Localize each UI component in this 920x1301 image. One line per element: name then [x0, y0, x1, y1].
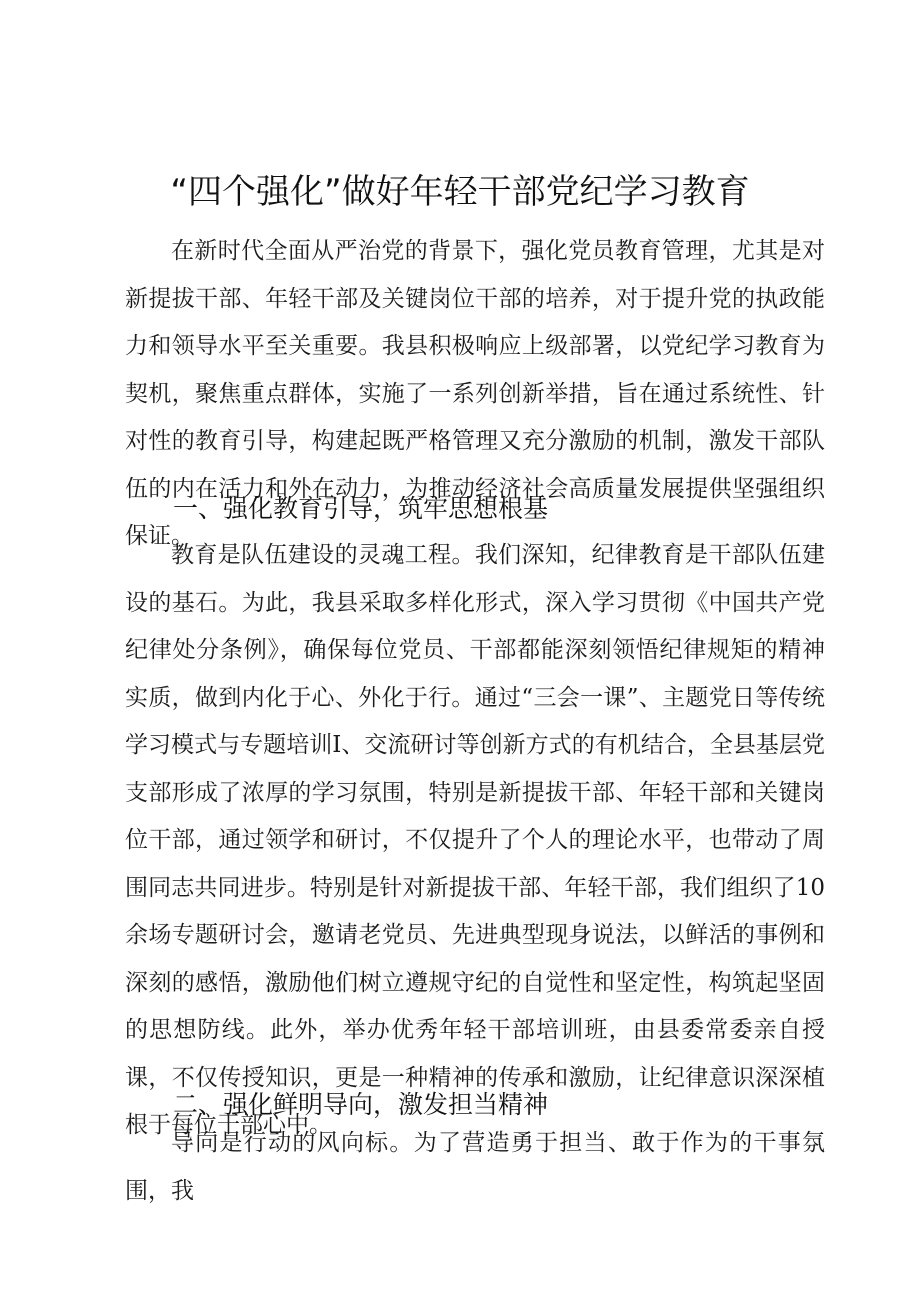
section-body-2: [125, 1120, 825, 1215]
document-title: “四个强化”做好年轻干部党纪学习教育: [170, 172, 750, 212]
section-heading-2: 二、强化鲜明导向，激发担当精神: [173, 1090, 549, 1119]
section-heading-1: 一、强化教育引导，筑牢思想根基: [173, 494, 549, 523]
section-paragraph-1: 教育是队伍建设的灵魂工程。我们深知，纪律教育是干部队伍建设的基石。为此，我县采取多样化形式，深入学习贯彻《中国共产党纪律处分条例》，确保每位党员、干部都能深刻领悟纪律规矩的精神实质，做到内化于心、外化于行。通过“三会一课”、主题党日等传统学习模式与专题培训I、交流研讨等创新方式的有机结合，全县基层党支部形成了浓厚的学习氛围，特别是新提拔干部、年轻干部和关键岗位干部，通过领学和研讨，不仅提升了个人的理论水平，也带动了周围同志共同进步。特别是针对新提拔干部、年轻干部，我们组织了10余场专题研讨会，邀请老党员、先进典型现身说法，以鲜活的事例和深刻的感悟，激励他们树立遵规守纪的自觉性和坚定性，构筑起坚固的思想防线。此外，举办优秀年轻干部培训班，由县委常委亲自授课，不仅传授知识，更是一种精神的传承和激励，让纪律意识深深植根于每位干部心中。: [125, 542, 825, 1138]
intro-paragraph: 在新时代全面从严治党的背景下，强化党员教育管理，尤其是对新提拔干部、年轻干部及关键岗位干部的培养，对于提升党的执政能力和领导水平至关重要。我县积极响应上级部署，以党纪学习教育为契机，聚焦重点群体，实施了一系列创新举措，旨在通过系统性、针对性的教育引导，构建起既严格管理又充分激励的机制，激发干部队伍的内在活力和外在动力，为推动经济社会高质量发展提供坚强组织保证。: [125, 238, 825, 549]
section-paragraph-2: 导向是行动的风向标。为了营造勇于担当、敢于作为的干事氛围，我: [125, 1130, 825, 1204]
section-body-1: [125, 532, 825, 1150]
